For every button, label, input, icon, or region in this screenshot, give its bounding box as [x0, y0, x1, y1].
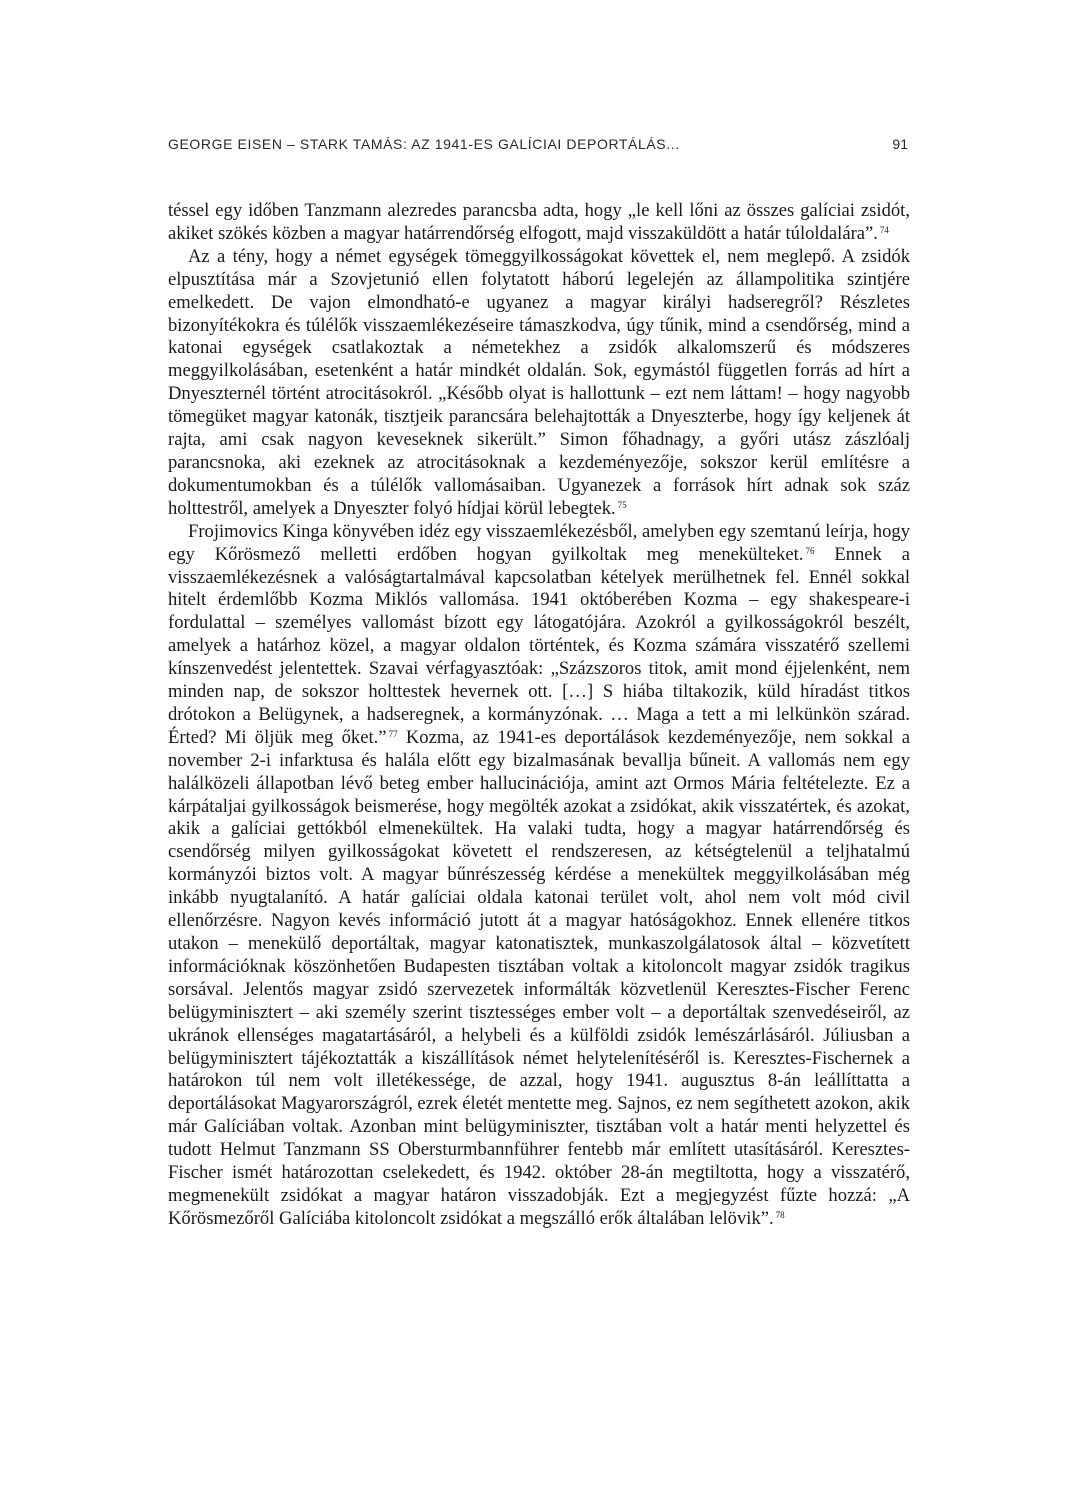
paragraph-text-continued: Kozma, az 1941-es deportálások kezdeményezője, nem sokkal a november 2-i infarktusa és halála előtt egy bizalmasának bevallja bűneit. A vallomás nem egy halálközeli állapotban lévő beteg ember hallucinációja, amint azt Ormos Mária feltételezte. Ez a kárpátaljai gyilkosságok beismerése, hogy megölték azokat a zsidókat, akik visszatértek, és azokat, akik a galíciai gettókból elmenekültek. Ha valaki tudta, hogy a magyar határrendőrség és csendőrség milyen gyilkosságokat követett el rendszeresen, az kétségtelenül a teljhatalmú kormányzói biztos volt. A magyar bűnrészesség kérdése a menekültek meggyilkolásában még inkább nyugtalanító. A határ galíciai oldala katonai terület volt, ahol nem volt mód civil ellenőrzésre. Nagyon kevés információ jutott át a magyar hatóságokhoz. Ennek ellenére titkos utakon – menekülő deportáltak, magyar katonatisztek, munkaszolgálatosok által – közvetített információknak köszönhetően Budapesten tisztában voltak a kitoloncolt magyar zsidók tragikus sorsával. Jelentős magyar zsidó szervezetek informálták közvetlenül Keresztes-Fischer Ferenc belügyminisztert – aki személy szerint tisztességes ember volt – a deportáltak szenvedéseiről, az ukránok ellenséges magatartásáról, a helybeli és a külföldi zsidók lemészárlásáról. Júliusban a belügyminisztert tájékoztatták a kiszállítások német helytelenítéséről is. Keresztes-Fischernek a határokon túl nem volt illetékessége, de azzal, hogy 1941. augusztus 8-án leállíttatta a deportálásokat Magyarországról, ezrek életét mentette meg. Sajnos, ez nem segíthetett azokon, akik már Galíciában voltak. Azonban mint belügyminiszter, tisztában volt a határ menti helyzettel és tudott Helmut Tanzmann SS Obersturmbannführer fentebb már említett utasításáról. Keresztes-Fischer ismét határozottan cselekedett, és 1942. október 28-án megtiltotta, hogy a visszatérő, megmenekült zsidókat a magyar határon visszadobják. Ezt a megjegyzést fűzte hozzá: „A Kőrösmezőről Galíciába kitoloncolt zsidókat a megszálló erők általában lelövik”. [168, 726, 910, 1229]
paragraph-2 [168, 246, 910, 521]
paragraph-text-continued: Ennek a visszaemlékezésnek a valóságtartalmával kapcsolatban kételyek merülhetnek fel. Ennél sokkal hitelt érdemlőbb Kozma Miklós vallomása. 1941 októberében Kozma – egy shakespeare-i fordulattal – személyes vallomást bízott egy látogatójára. Azokról a gyilkosságokról beszélt, amelyek a határhoz közel, a magyar oldalon történtek, és Kozma számára visszatérő szellemi kínszenvedést jelentettek. Szavai vérfagyasztóak: „Százszoros titok, amit mond éjjelenként, nem minden nap, de sokszor holttestek hevernek ott. […] S hiába tiltakozik, küld híradást titkos drótokon a Belügynek, a hadseregnek, a kormányzónak. … Maga a tett a mi lelkünkön szárad. Érted? Mi öljük meg őket.” [168, 543, 910, 748]
footnote-ref-78[interactable]: 78 [775, 1209, 785, 1220]
running-title: GEORGE EISEN – STARK TAMÁS: AZ 1941-ES GALÍCIAI DEPORTÁLÁS... [168, 136, 680, 152]
footnote-ref-74[interactable]: 74 [879, 224, 889, 235]
footnote-ref-76[interactable]: 76 [805, 545, 815, 556]
paragraph-text: Az a tény, hogy a német egységek tömeggyilkosságokat követtek el, nem meglepő. A zsidók elpusztítása már a Szovjetunió ellen folytatott háború legelején az állampolitika szintjére emelkedett. De vajon elmondható-e ugyanez a magyar királyi hadseregről? Részletes bizonyítékokra és túlélők visszaemlékezéseire támaszkodva, úgy tűnik, mind a csendőrség, mind a katonai egységek csatlakoztak a németekhez a zsidók alkalomszerű és módszeres meggyilkolásában, esetenként a határ mindkét oldalán. Sok, egymástól független forrás ad hírt a Dnyeszternél történt atrocitásokról. „Később olyat is hallottunk – ezt nem láttam! – hogy nagyobb tömegüket magyar katonák, tisztjeik parancsára belehajtották a Dnyeszterbe, hogy így keljenek át rajta, ami csak nagyon keveseknek sikerült.” Simon főhadnagy, a győri utász zászlóalj parancsnoka, aki ezeknek az atrocitásoknak a kezdeményezője, sokszor kerül említésre a dokumentumokban és a túlélők vallomásaiban. Ugyanezek a források hírt adnak sok száz holttestről, amelyek a Dnyeszter folyó hídjai körül lebegtek. [168, 245, 910, 519]
footnote-ref-75[interactable]: 75 [617, 499, 627, 510]
footnote-ref-77[interactable]: 77 [388, 728, 398, 739]
paragraph-3 [168, 521, 910, 1231]
page-number: 91 [892, 136, 908, 152]
paragraph-text: téssel egy időben Tanzmann alezredes parancsba adta, hogy „le kell lőni az összes galíciai zsidót, akiket szökés közben a magyar határrendőrség elfogott, majd visszaküldött a határ túloldalára”. [168, 200, 910, 244]
running-header [168, 136, 908, 156]
paragraph-1 [168, 200, 910, 246]
body-text [168, 200, 910, 1231]
paragraph-text: Frojimovics Kinga könyvében idéz egy visszaemlékezésből, amelyben egy szemtanú leírja, hogy egy Kőrösmező melletti erdőben hogyan gyilkoltak meg menekülteket. [168, 520, 910, 565]
